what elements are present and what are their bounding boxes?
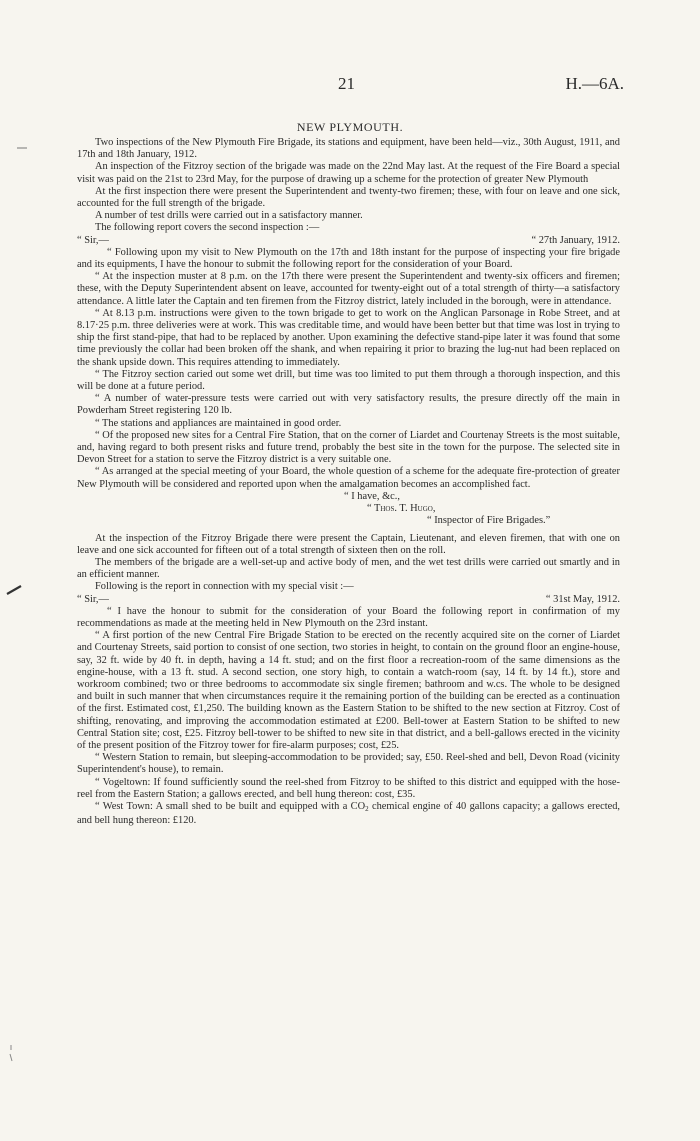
paragraph: Two inspections of the New Plymouth Fire Brigade, its stations and equipment, have been held—viz., 30th August, 1911, and 17th and 18th January, 1912. bbox=[77, 137, 620, 161]
signature-name: “ Thos. T. Hugo, bbox=[367, 503, 436, 515]
letter-paragraph: “ Following upon my visit to New Plymouth on the 17th and 18th instant for the purpose of inspecting your fire brigade and its equipments, I have the honour to submit the following report for the consideration of your Board. bbox=[77, 246, 620, 271]
letter-paragraph: “ A number of water-pressure tests were carried out with very satisfactory results, the presure directly off the main in Powderham Street registering 120 lb. bbox=[77, 393, 620, 417]
scan-mark-top bbox=[16, 146, 28, 150]
letter-salutation: “ Sir,— bbox=[77, 593, 109, 605]
letter-paragraph: “ As arranged at the special meeting of your Board, the whole question of a scheme for the adequate fire-protection of greater New Plymouth will be considered and reported upon when the amalgamation becomes an accomplished fact. bbox=[77, 466, 620, 490]
page-header bbox=[0, 74, 700, 98]
letter-paragraph: “ At the inspection muster at 8 p.m. on the 17th there were present the Superintendent and twenty-six officers and firemen; these, with the Deputy Superintendent absent on leave, accounted for twenty-eight out of a total strength of thirty—a satisfactory attendance. A little later the Captain and ten firemen from the Fitzroy district, lately included in the borough, were in attendance. bbox=[77, 271, 620, 307]
letter-heading bbox=[77, 594, 620, 606]
letter-paragraph: “ Vogeltown: If found sufficiently sound the reel-shed from Fitzroy to be shifted to this district and equipped with the hose-reel from the Eastern Station; a gallows erected, and bell hung thereon: cost, £35. bbox=[77, 776, 620, 800]
letter-paragraph: “ The stations and appliances are maintained in good order. bbox=[95, 417, 342, 429]
letter-closing: “ I have, &c., bbox=[344, 490, 400, 502]
letter-salutation: “ Sir,— bbox=[77, 234, 109, 246]
paragraph: Following is the report in connection with my special visit :— bbox=[95, 581, 354, 593]
document-reference: H.—6A. bbox=[565, 74, 624, 93]
subscript-two: 2 bbox=[365, 804, 369, 813]
letter-paragraph: “ The Fitzroy section caried out some wet drill, but time was too limited to put them through a thorough inspection, and this will be done at a future period. bbox=[77, 368, 620, 393]
letter-paragraph: “ Of the proposed new sites for a Central Fire Station, that on the corner of Liardet and Courtenay Streets is the most suitable, and, having regard to both present risks and future trend, probably the best site in the town for the purpose. The selected site in Devon Street for a station to serve the Fitzroy district is a very suitable one. bbox=[77, 429, 620, 466]
letter-heading bbox=[77, 235, 620, 247]
letter-paragraph: “ Western Station to remain, but sleeping-accommodation to be provided; say, £50. Reel-shed and bell, Devon Road (vicinity Superintendent's house), to remain. bbox=[77, 752, 620, 776]
letter-paragraph bbox=[77, 801, 620, 827]
paragraph: At the first inspection there were present the Superintendent and twenty-two firemen; these, with four on leave and one sick, accounted for the full strength of the brigade. bbox=[77, 185, 620, 210]
west-town-text-end: chemical engine of 40 gallons capacity; a gallows erected, and bell hung thereon: £120. bbox=[77, 800, 620, 827]
paragraph: The members of the brigade are a well-set-up and active body of men, and the wet test drills were carried out smartly and in an efficient manner. bbox=[77, 556, 620, 581]
paragraph: A number of test drills were carried out in a satisfactory manner. bbox=[95, 210, 363, 222]
scan-mark-middle bbox=[5, 583, 23, 597]
paragraph: The following report covers the second inspection :— bbox=[95, 222, 320, 234]
letter-signature bbox=[77, 503, 620, 515]
letter-paragraph: “ A first portion of the new Central Fire Brigade Station to be erected on the recently acquired site on the corner of Liardet and Courtenay Streets, said portion to consist of one section, two stories in height, to contain on the ground floor an engine-house, say, 32 ft. wide by 40 ft. in depth, having a 14 ft. stud; and on the first floor a recreation-room of the same dimensions as the engine-house, with a 13 ft. stud. A second section, one story high, to contain a watch-room (say, 14 ft. by 14 ft.), store and workroom combined; two or three bedrooms to accommodate six single firemen; bathroom and w.cs. The whole to be designed and built in such manner that when circumstances require it the remaining portion of the building can be erected as a continuation of the first. Estimated cost, £1,250. The building known as the Eastern Station to be shifted to the new section at Fitzroy. Cost of shifting, renovating, and improving the accommodation estimated at £200. Bell-tower at Eastern Station to be shifted to new Central Station site; cost, £25. Fitzroy bell-tower to be shifted to new site in that district, and a bell-gallows erected in the vicinity of the present position of the Fitzroy tower for fire-alarm purposes; cost, £25. bbox=[77, 630, 620, 751]
scan-mark-bottom bbox=[6, 1044, 16, 1062]
page-number: 21 bbox=[338, 74, 355, 93]
paragraph: At the inspection of the Fitzroy Brigade there were present the Captain, Lieutenant, and eleven firemen, that with one on leave and one sick accounted for fifteen out of a total strength of sixteen then on the roll. bbox=[77, 532, 620, 556]
letter-date: “ 31st May, 1912. bbox=[545, 593, 620, 605]
letter-paragraph: “ I have the honour to submit for the consideration of your Board the following report in confirmation of my recommendations as made at the meeting held in New Plymouth on the 23rd instant. bbox=[77, 605, 620, 629]
letter-paragraph: “ At 8.13 p.m. instructions were given to the town brigade to get to work on the Anglican Parsonage in Robe Street, and at 8.17·25 p.m. three deliveries were at work. This was creditable time, and would have been better but that time was lost in trying to ship the first stand-pipe, that had to be replaced by another. Upon examining the defective stand-pipe later it was found that some time previously the collar had been broken off the shank, and when repairing it prior to brazing the lug-nut had been replaced on the shank upside down. This requires attending to immediately. bbox=[77, 307, 620, 368]
west-town-text: “ West Town: A small shed to be built and equipped with a CO bbox=[95, 800, 366, 812]
section-title: NEW PLYMOUTH. bbox=[296, 120, 404, 134]
document-body bbox=[77, 137, 620, 827]
letter-date: “ 27th January, 1912. bbox=[531, 234, 620, 246]
signature-title: “ Inspector of Fire Brigades.” bbox=[427, 515, 551, 527]
paragraph: An inspection of the Fitzroy section of the brigade was made on the 22nd May last. At the request of the Fire Board a special visit was paid on the 21st to 23rd May, for the purpose of drawing up a scheme for the protection of greater New Plymouth bbox=[77, 161, 620, 185]
